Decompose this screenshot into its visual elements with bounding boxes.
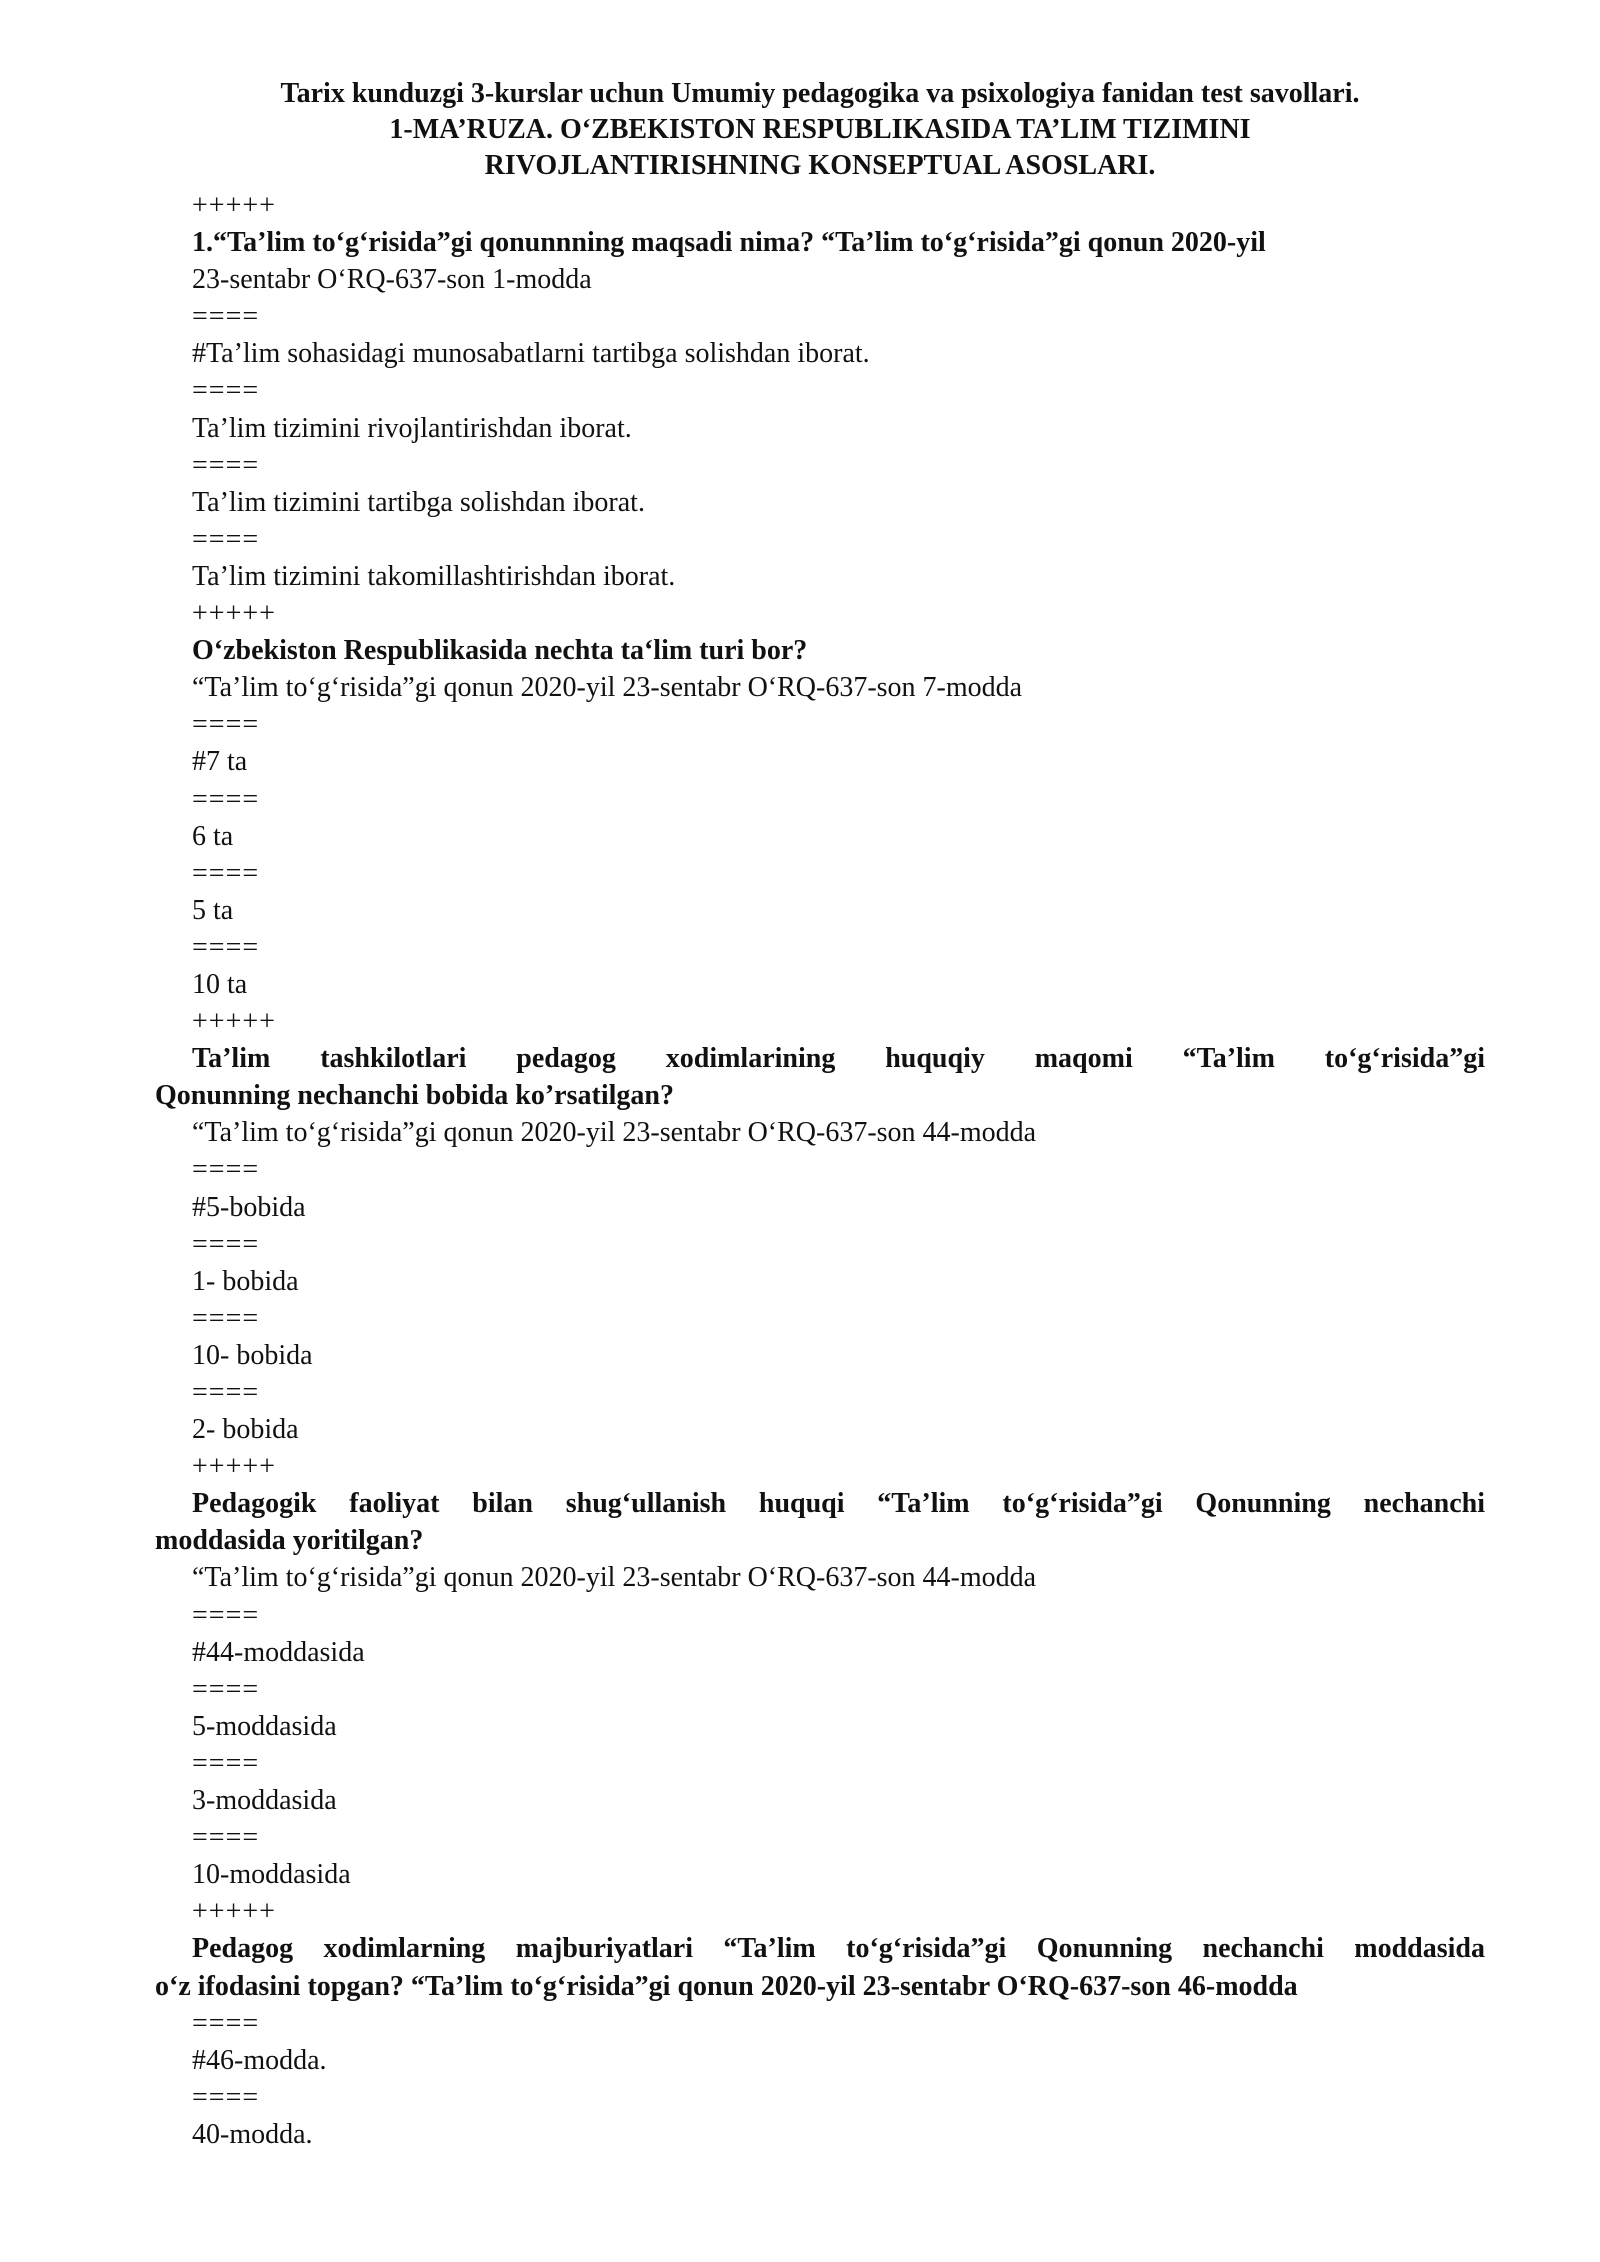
answer-separator: ==== — [192, 1154, 260, 1186]
question-separator: +++++ — [192, 1006, 276, 1038]
answer-option: 1- bobida — [192, 1265, 299, 1297]
test-questions — [0, 187, 1600, 2153]
lecture-title-line-1: 1-MA’RUZA. O‘ZBEKISTON RESPUBLIKASIDA TA’LIM TIZIMINI — [389, 114, 1251, 145]
answer-correct: #5-bobida — [192, 1191, 306, 1223]
answer-separator: ==== — [192, 1747, 260, 1779]
answer-separator: ==== — [192, 2081, 260, 2113]
question-title-line-1: Pedagog xodimlarning majburiyatlari “Ta’lim to‘g‘risida”gi Qonunning nechanchi moddasida — [192, 1933, 1485, 1965]
answer-option: 5 ta — [192, 894, 234, 926]
answer-correct: #44-moddasida — [192, 1636, 365, 1668]
question-title-line-1: Ta’lim tashkilotlari pedagog xodimlarining huquqiy maqomi “Ta’lim to‘g‘risida”gi — [192, 1043, 1485, 1075]
answer-correct: #46-modda. — [192, 2044, 327, 2076]
answer-separator: ==== — [192, 375, 260, 407]
answer-separator: ==== — [192, 931, 260, 963]
answer-separator: ==== — [192, 1302, 260, 1334]
answer-separator: ==== — [192, 523, 260, 555]
question-title: 1.“Ta’lim to‘g‘risida”gi qonunnning maqsadi nima? “Ta’lim to‘g‘risida”gi qonun 2020-yil — [192, 227, 1266, 259]
answer-option: 10-moddasida — [192, 1859, 351, 1891]
answer-separator: ==== — [192, 783, 260, 815]
answer-option: 3-moddasida — [192, 1785, 337, 1817]
answer-separator: ==== — [192, 1673, 260, 1705]
answer-option: Ta’lim tizimini takomillashtirishdan iborat. — [192, 560, 676, 592]
document-title: Tarix kunduzgi 3-kurslar uchun Umumiy pedagogika va psixologiya fanidan test savollari. — [280, 78, 1360, 109]
answer-option: Ta’lim tizimini tartibga solishdan iborat. — [192, 486, 645, 518]
question-reference: “Ta’lim to‘g‘risida”gi qonun 2020-yil 23-sentabr O‘RQ-637-son 44-modda — [192, 1117, 1037, 1149]
question-title-line-2: Qonunning nechanchi bobida ko’rsatilgan? — [155, 1080, 674, 1112]
answer-separator: ==== — [192, 709, 260, 741]
lecture-title-line-2: RIVOJLANTIRISHNING KONSEPTUAL ASOSLARI. — [484, 150, 1156, 181]
question-title-line-2: moddasida yoritilgan? — [155, 1525, 424, 1557]
answer-option: 10- bobida — [192, 1339, 313, 1371]
question-title: O‘zbekiston Respublikasida nechta ta‘lim turi bor? — [192, 635, 808, 667]
answer-separator: ==== — [192, 449, 260, 481]
answer-option: Ta’lim tizimini rivojlantirishdan iborat. — [192, 412, 632, 444]
question-separator: +++++ — [192, 1451, 276, 1483]
question-separator: +++++ — [192, 598, 276, 630]
question-reference: 23-sentabr O‘RQ-637-son 1-modda — [192, 264, 592, 296]
answer-correct: #7 ta — [192, 746, 248, 778]
answer-separator: ==== — [192, 1228, 260, 1260]
question-separator: +++++ — [192, 1896, 276, 1928]
answer-separator: ==== — [192, 2007, 260, 2039]
question-title-line-2: o‘z ifodasini topgan? “Ta’lim to‘g‘risida”gi qonun 2020-yil 23-sentabr O‘RQ-637-son 46-modda — [155, 1970, 1298, 2002]
answer-separator: ==== — [192, 857, 260, 889]
question-separator: +++++ — [192, 190, 276, 221]
answer-option: 40-modda. — [192, 2118, 313, 2150]
answer-correct: #Ta’lim sohasidagi munosabatlarni tartibga solishdan iborat. — [192, 338, 870, 370]
answer-separator: ==== — [192, 1822, 260, 1854]
answer-option: 10 ta — [192, 968, 248, 1000]
answer-option: 2- bobida — [192, 1414, 299, 1446]
question-title-line-1: Pedagogik faoliyat bilan shug‘ullanish huquqi “Ta’lim to‘g‘risida”gi Qonunning nechanchi — [192, 1488, 1485, 1520]
answer-separator: ==== — [192, 301, 260, 333]
answer-option: 6 ta — [192, 820, 234, 852]
answer-option: 5-moddasida — [192, 1710, 337, 1742]
answer-separator: ==== — [192, 1599, 260, 1631]
question-reference: “Ta’lim to‘g‘risida”gi qonun 2020-yil 23-sentabr O‘RQ-637-son 7-modda — [192, 672, 1023, 704]
document-header — [150, 76, 1490, 184]
answer-separator: ==== — [192, 1377, 260, 1408]
question-reference: “Ta’lim to‘g‘risida”gi qonun 2020-yil 23-sentabr O‘RQ-637-son 44-modda — [192, 1562, 1037, 1594]
